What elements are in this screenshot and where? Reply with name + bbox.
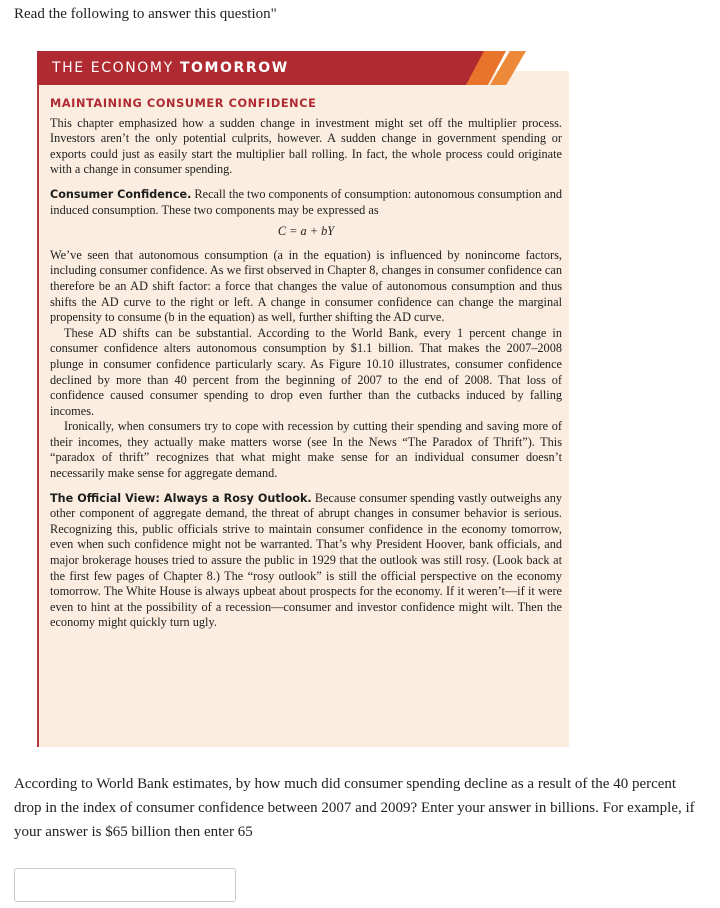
paragraph-ad-shifts: These AD shifts can be substantial. According to the World Bank, every 1 percent change in consumer confidence alters autonomous consumption by $1.1 billion. That makes the 2007–2008 plunge in consumer confidence particularly scary. As Figure 10.10 illustrates, consumer confidence declined by more than 40 percent from the beginning of 2007 to the end of 2008. That loss of confidence caused consumer spending to drop even further than the cutbacks induced by falling incomes. [50, 325, 562, 418]
consumption-equation: C = a + bY [277, 224, 335, 239]
text-official-view: Because consumer spending vastly outweighs any other component of aggregate demand, the threat of abrupt changes in consumer behavior is serious. Recognizing this, public officials strive to maintain consumer confidence in the economy tomorrow, even when such confidence might not be warranted. That’s why President Hoover, bank officials, and major brokerage houses tried to assure the public in 1929 that the outlook was still rosy. (Look back at the first few pages of Chapter 8.) The “rosy outlook” is still the official perspective on the economy tomorrow. The White House is always upbeat about prospects for the economy. If it weren’t—if it were even to hint at the possibility of a recession—consumer and investor confidence might wilt. Then the economy might quickly turn ugly. [50, 490, 562, 630]
lead-official-view: The Official View: Always a Rosy Outlook. [50, 491, 312, 505]
question-text: According to World Bank estimates, by how much did consumer spending decline as a result of the 40 percent drop in the index of consumer confidence between 2007 and 2009? Enter your answer in billions. For example, if your answer is $65 billion then enter 65 [14, 776, 695, 840]
excerpt-content [50, 96, 562, 631]
banner-title-word2: TOMORROW [179, 60, 289, 76]
paragraph-autonomous: We’ve seen that autonomous consumption (a in the equation) is influenced by nonincome factors, including consumer confidence. As we first observed in Chapter 8, changes in consumer confidence can therefore be an AD shift factor: a force that changes the value of autonomous consumption and thus shifts the AD curve to the right or left. A change in consumer confidence can change the marginal propensity to consume (b in the equation) as well, further shifting the AD curve. [50, 247, 562, 325]
banner-title [52, 60, 289, 76]
text-consumer-confidence: Recall the two components of consumption: autonomous consumption and induced consumption. These two components may be expressed as [50, 186, 562, 217]
paragraph-intro: This chapter emphasized how a sudden change in investment might set off the multiplier process. Investors aren’t the only potential culprits, however. A sudden change in government spending or exports could just as easily start the multiplier ball rolling. In fact, the whole process could originate with a change in consumer spending. [50, 115, 562, 177]
lead-consumer-confidence: Consumer Confidence. [50, 187, 192, 201]
banner-title-word1: THE ECONOMY [52, 60, 174, 76]
paragraph-paradox-thrift: Ironically, when consumers try to cope with recession by cutting their spending and saving more of their incomes, they actually make matters worse (see In the News “The Paradox of Thrift”). This “paradox of thrift” recognizes that what might make sense for an individual consumer doesn’t necessarily make sense for aggregate demand. [50, 419, 562, 481]
panel-accent-line [37, 71, 39, 747]
answer-input[interactable] [14, 868, 236, 902]
paragraph-consumer-confidence [50, 187, 562, 218]
paragraph-official-view [50, 491, 562, 631]
instruction-text: Read the following to answer this question" [14, 6, 277, 22]
excerpt-heading: MAINTAINING CONSUMER CONFIDENCE [50, 97, 317, 110]
